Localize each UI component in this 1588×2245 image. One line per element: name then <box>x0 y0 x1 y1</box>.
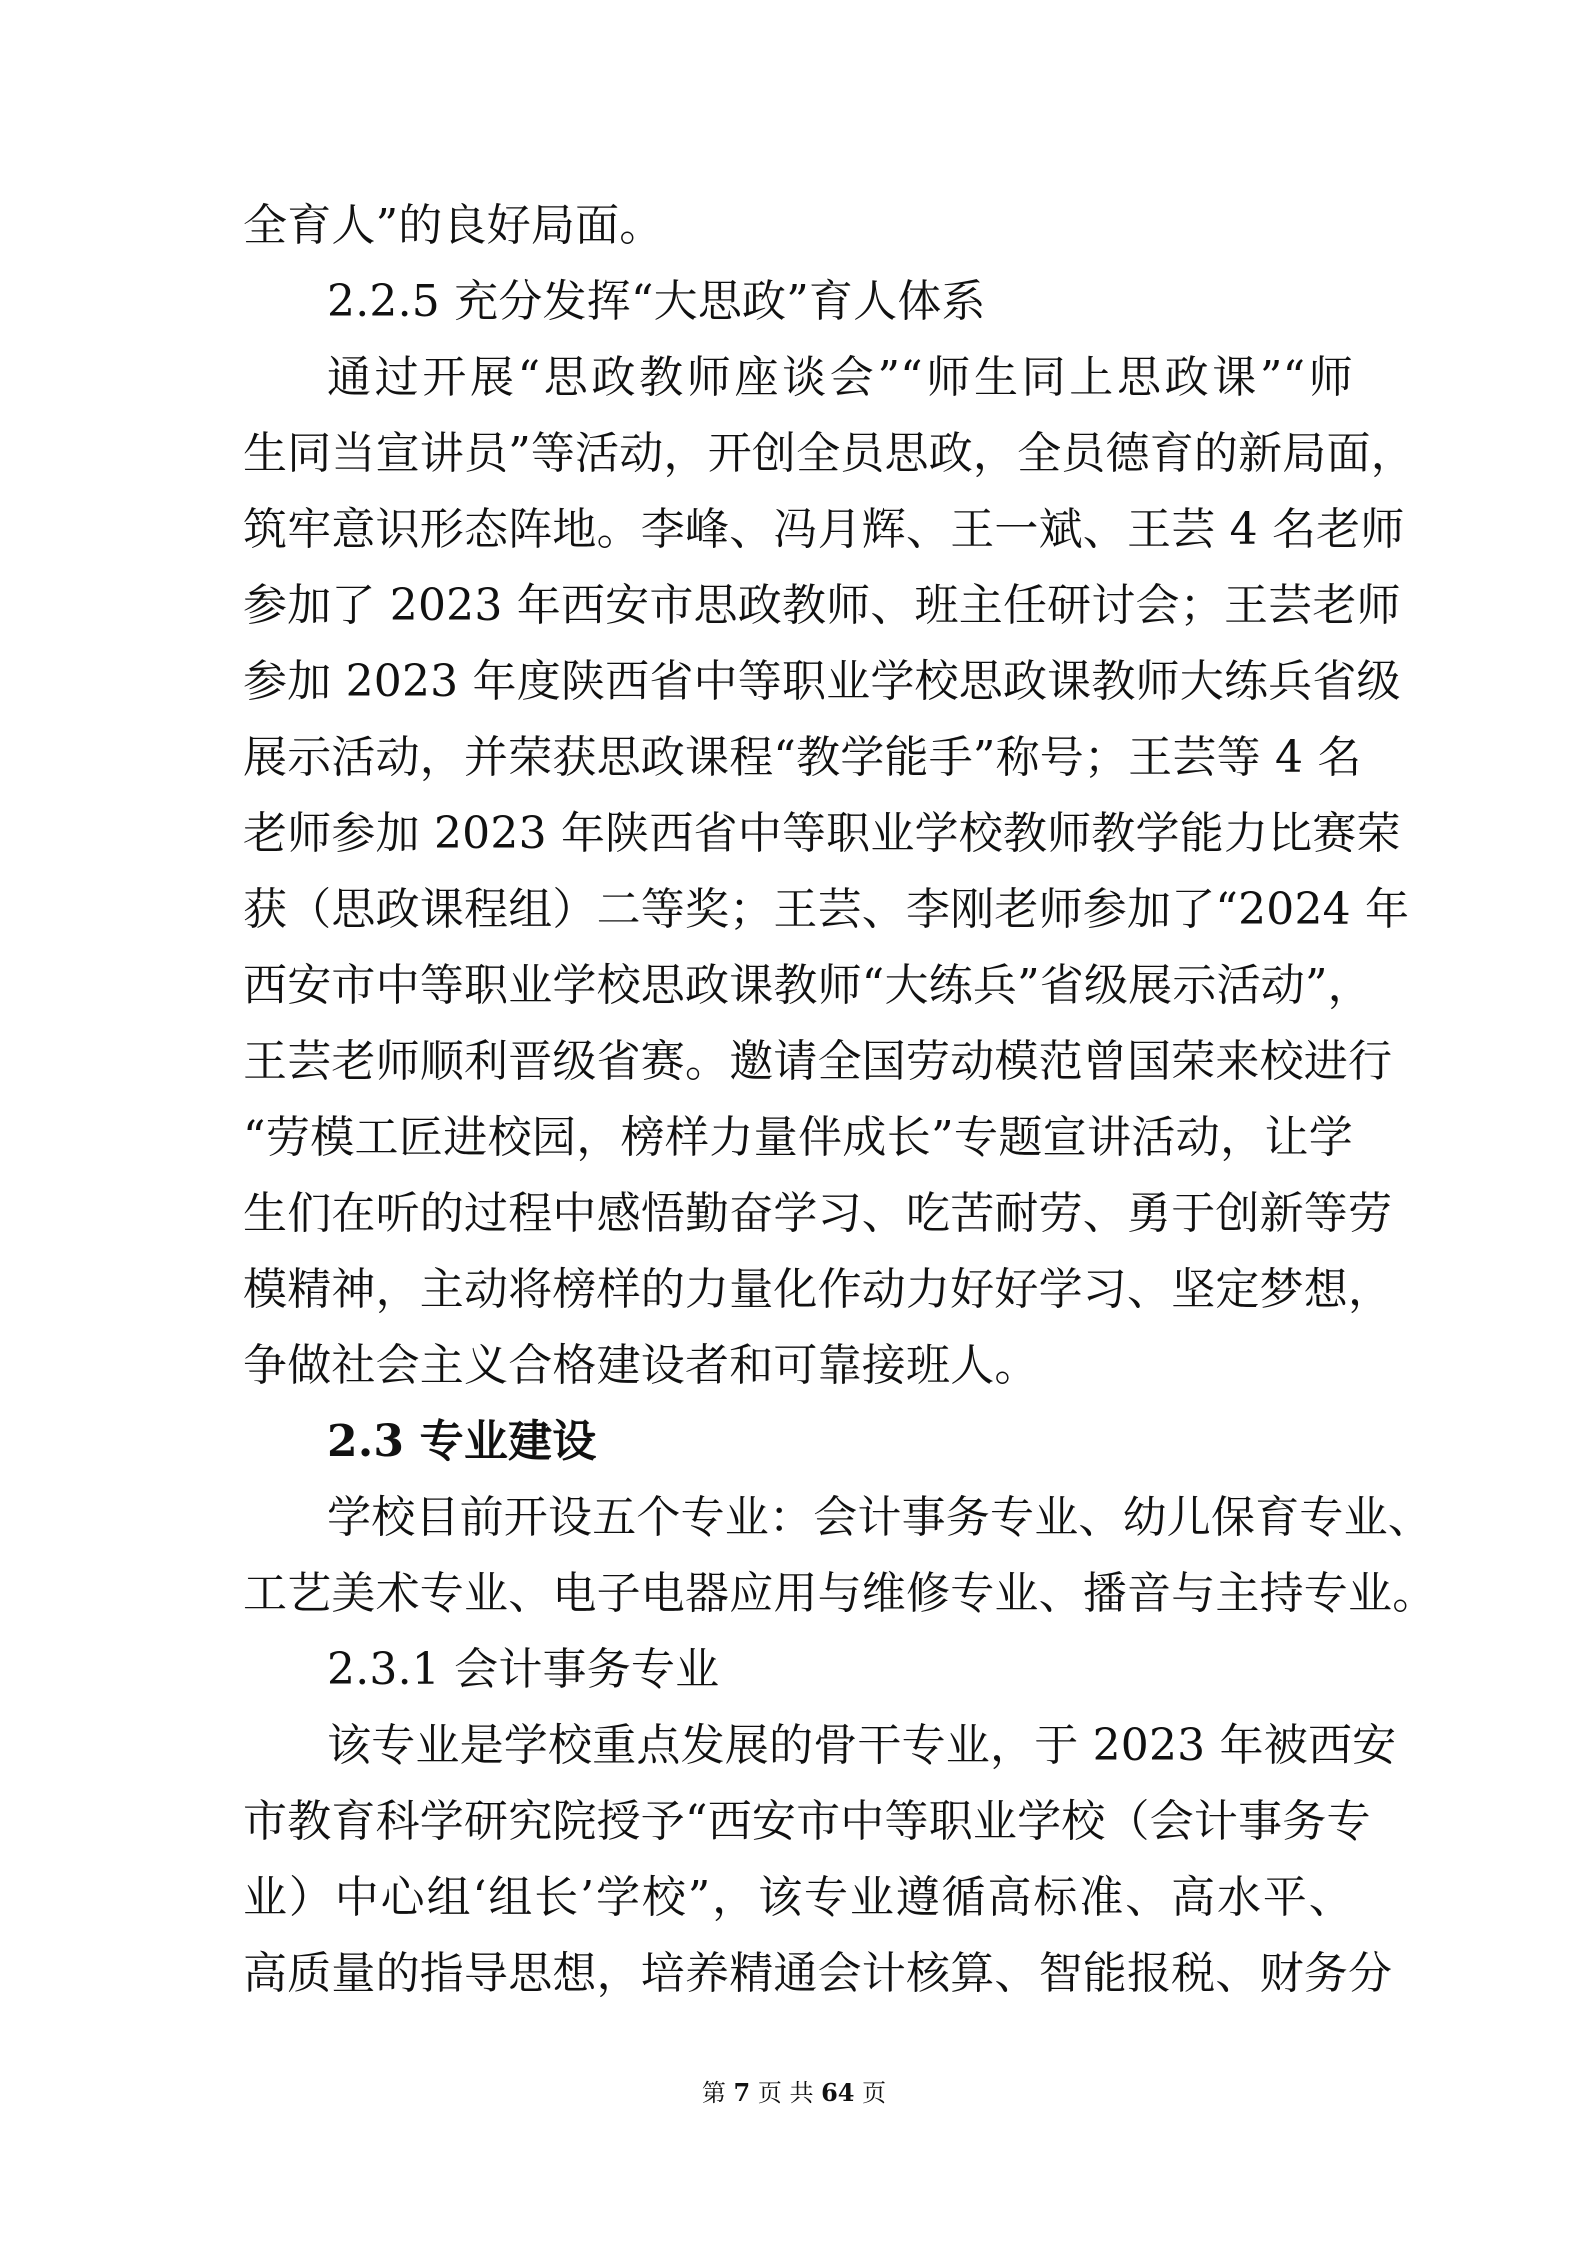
footer-middle: 页 共 <box>757 2079 814 2107</box>
text-line: 参加 2023 年度陕西省中等职业学校思政课教师大练兵省级 <box>243 656 1401 707</box>
text-line: 市教育科学研究院授予“西安市中等职业学校（会计事务专 <box>243 1796 1371 1847</box>
section-heading-bold: 2.3 专业建设 <box>327 1416 597 1467</box>
section-heading: 2.3.1 会计事务专业 <box>327 1644 720 1695</box>
text-line: 生同当宣讲员”等活动，开创全员思政，全员德育的新局面， <box>243 428 1415 479</box>
text-line: 获（思政课程组）二等奖；王芸、李刚老师参加了“2024 年 <box>243 884 1410 935</box>
text-line: 学校目前开设五个专业：会计事务专业、幼儿保育专业、 <box>327 1492 1432 1543</box>
text-line: 参加了 2023 年西安市思政教师、班主任研讨会；王芸老师 <box>243 580 1401 631</box>
text-line: 展示活动，并荣获思政课程“教学能手”称号；王芸等 4 名 <box>243 732 1362 783</box>
footer-prefix: 第 <box>701 2079 726 2107</box>
section-heading: 2.2.5 充分发挥“大思政”育人体系 <box>327 276 986 327</box>
footer-total-pages: 64 <box>821 2078 855 2107</box>
footer-page-number: 7 <box>733 2078 751 2107</box>
text-line: 王芸老师顺利晋级省赛。邀请全国劳动模范曾国荣来校进行 <box>243 1036 1393 1087</box>
text-line: 工艺美术专业、电子电器应用与维修专业、播音与主持专业。 <box>243 1568 1437 1619</box>
text-line: 全育人”的良好局面。 <box>243 200 664 251</box>
text-line: “劳模工匠进校园，榜样力量伴成长”专题宣讲活动，让学 <box>243 1112 1353 1163</box>
page-footer <box>0 2078 1588 2108</box>
text-line: 生们在听的过程中感悟勤奋学习、吃苦耐劳、勇于创新等劳 <box>243 1188 1393 1239</box>
text-line: 争做社会主义合格建设者和可靠接班人。 <box>243 1340 1039 1391</box>
footer-suffix: 页 <box>862 2079 887 2107</box>
text-line: 老师参加 2023 年陕西省中等职业学校教师教学能力比赛荣 <box>243 808 1401 859</box>
text-line: 通过开展“思政教师座谈会”“师生同上思政课”“师 <box>327 352 1353 403</box>
text-line: 业）中心组‘组长’学校”，该专业遵循高标准、高水平、 <box>243 1872 1353 1923</box>
text-line: 模精神，主动将榜样的力量化作动力好好学习、坚定梦想， <box>243 1264 1393 1315</box>
text-line: 该专业是学校重点发展的骨干专业，于 2023 年被西安 <box>327 1720 1397 1771</box>
text-line: 筑牢意识形态阵地。李峰、冯月辉、王一斌、王芸 4 名老师 <box>243 504 1405 555</box>
text-line: 西安市中等职业学校思政课教师“大练兵”省级展示活动”， <box>243 960 1372 1011</box>
text-line: 高质量的指导思想，培养精通会计核算、智能报税、财务分 <box>243 1948 1393 1999</box>
